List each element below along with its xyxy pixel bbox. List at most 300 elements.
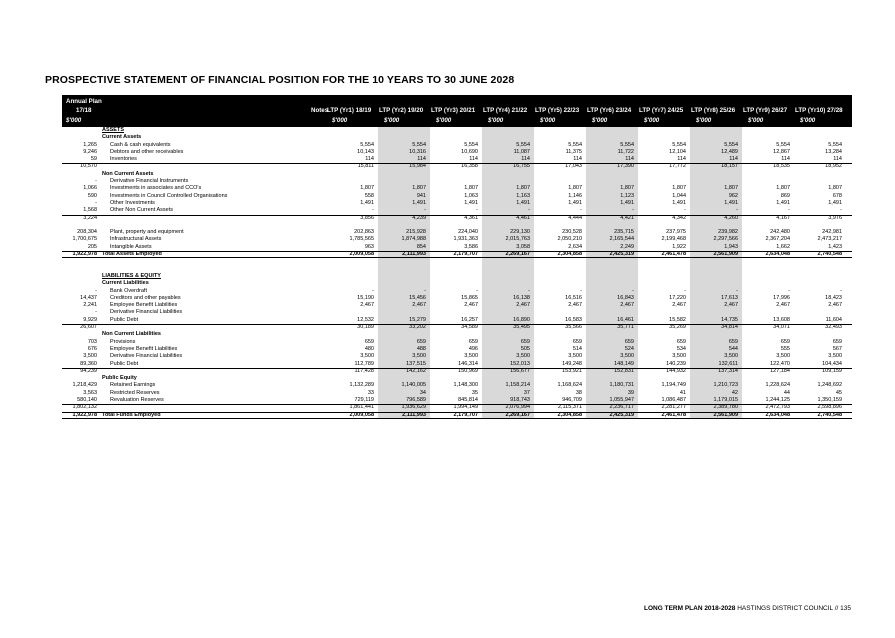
cell-value: -	[840, 207, 842, 214]
annual-plan-value: 9,929	[83, 316, 97, 323]
annual-plan-unit: $'000	[66, 117, 82, 124]
cell-value: 242,981	[822, 229, 842, 236]
cell-value: 1,994,149	[453, 404, 478, 411]
table-row	[62, 375, 852, 382]
cell-value: 2,634,048	[765, 411, 790, 418]
cell-value: 30,189	[357, 324, 374, 331]
row-label: ASSETS	[102, 127, 125, 133]
cell-value: 144,932	[666, 367, 686, 374]
cell-value: 1,163	[516, 192, 530, 199]
cell-value: 2,467	[828, 302, 842, 309]
cell-value: 1,491	[776, 199, 790, 206]
row-label: Other Non Current Assets	[110, 207, 173, 214]
table-row	[62, 142, 852, 149]
table-row	[62, 317, 852, 324]
table-row	[62, 288, 852, 295]
cell-value: 153,921	[562, 367, 582, 374]
cell-value: 1,491	[568, 199, 582, 206]
cell-value: 3,500	[568, 353, 582, 360]
total-top-rule	[62, 251, 852, 252]
cell-value: 1,180,731	[609, 382, 634, 389]
cell-value: 1,807	[464, 185, 478, 192]
cell-value: -	[580, 287, 582, 294]
subtotal-rule	[62, 163, 852, 164]
cell-value: 17,220	[669, 294, 686, 301]
table-row	[62, 324, 852, 331]
cell-value: 4,260	[724, 214, 738, 221]
cell-value: 114	[729, 156, 738, 163]
annual-plan-year: 17/18	[76, 107, 92, 114]
cell-value: 1,807	[672, 185, 686, 192]
page-footer	[644, 605, 851, 612]
cell-value: 1,140,005	[401, 382, 426, 389]
annual-plan-value: -	[95, 199, 97, 206]
table-row	[62, 134, 852, 141]
row-label: Provisions	[110, 338, 136, 345]
cell-value: 2,740,548	[817, 251, 842, 258]
row-label: Public Debt	[110, 360, 139, 367]
row-label: Employee Benefit Liabilities	[110, 302, 178, 309]
cell-value: -	[424, 287, 426, 294]
column-unit: $'000	[748, 117, 764, 124]
row-label: Non Current Assets	[102, 170, 154, 177]
table-row	[62, 222, 852, 229]
cell-value: 16,516	[565, 294, 582, 301]
cell-value: 2,561,909	[713, 411, 738, 418]
row-label: LIABILITIES & EQUITY	[102, 272, 161, 279]
page-title: PROSPECTIVE STATEMENT OF FINANCIAL POSITION FOR THE 10 YEARS TO 30 JUNE 2028	[45, 74, 515, 86]
table-row	[62, 251, 852, 258]
table-row	[62, 368, 852, 375]
cell-value: 1,055,947	[609, 396, 634, 403]
subtotal-rule	[62, 404, 852, 405]
cell-value: 230,528	[562, 229, 582, 236]
cell-value: 1,123	[620, 192, 634, 199]
cell-value: 2,015,763	[505, 236, 530, 243]
cell-value: 2,461,478	[661, 251, 686, 258]
table-header	[62, 95, 852, 127]
table-row	[62, 244, 852, 251]
cell-value: 2,179,707	[453, 251, 478, 258]
cell-value: 480	[364, 345, 374, 352]
cell-value: 729,119	[354, 396, 374, 403]
annual-plan-value: 1,700,675	[72, 236, 97, 243]
table-row	[62, 361, 852, 368]
cell-value: 2,236,717	[609, 404, 634, 411]
cell-value: 1,807	[568, 185, 582, 192]
cell-value: 15,190	[357, 294, 374, 301]
cell-value: 3,500	[724, 353, 738, 360]
cell-value: 534	[676, 345, 686, 352]
cell-value: 2,304,858	[557, 251, 582, 258]
cell-value: 1,807	[412, 185, 426, 192]
column-header: LTP (Yr2) 19/20	[379, 107, 424, 114]
annual-plan-value: 2,241	[83, 302, 97, 309]
row-label: Derivative Financial Liabilities	[110, 353, 183, 360]
cell-value: 2,472,793	[765, 404, 790, 411]
annual-plan-value: 1,568	[83, 207, 97, 214]
annual-plan-label: Annual Plan	[66, 98, 102, 105]
cell-value: 1,063	[464, 192, 478, 199]
table-row	[62, 309, 852, 316]
table-row	[62, 346, 852, 353]
table-body	[62, 127, 852, 419]
cell-value: 152,013	[510, 360, 530, 367]
cell-value: 1,158,214	[505, 382, 530, 389]
cell-value: 11,604	[825, 316, 842, 323]
cell-value: 42	[731, 389, 738, 396]
cell-value: 1,491	[724, 199, 738, 206]
footer-council: HASTINGS DISTRICT COUNCIL // 135	[737, 605, 851, 612]
cell-value: 114	[625, 156, 634, 163]
cell-value: 127,184	[770, 367, 790, 374]
cell-value: 45	[835, 389, 842, 396]
table-row	[62, 200, 852, 207]
subtotal-rule	[62, 324, 852, 325]
column-header: LTP (Yr6) 23/24	[587, 107, 632, 114]
total-double-rule	[62, 418, 852, 419]
cell-value: 2,165,544	[609, 236, 634, 243]
row-label: Employee Benefit Liabilities	[110, 345, 178, 352]
cell-value: 137,515	[406, 360, 426, 367]
annual-plan-value: 59	[90, 156, 97, 163]
cell-value: 3,586	[464, 243, 478, 250]
cell-value: 146,314	[458, 360, 478, 367]
cell-value: 16,358	[461, 163, 478, 170]
cell-value: 2,467	[516, 302, 530, 309]
cell-value: 1,922	[672, 243, 686, 250]
cell-value: 15,811	[357, 163, 374, 170]
column-unit: $'000	[436, 117, 452, 124]
row-label: Public Equity	[102, 375, 137, 382]
table-row	[62, 266, 852, 273]
cell-value: 1,931,363	[453, 236, 478, 243]
cell-value: 505	[520, 345, 530, 352]
cell-value: 114	[833, 156, 842, 163]
cell-value: 2,269,167	[505, 251, 530, 258]
row-label: Derivative Financial Liabilities	[110, 309, 183, 316]
row-label: Revaluation Reserves	[110, 396, 164, 403]
cell-value: 3,500	[672, 353, 686, 360]
cell-value: 845,814	[458, 396, 478, 403]
cell-value: 659	[832, 338, 842, 345]
cell-value: 567	[832, 345, 842, 352]
cell-value: 5,554	[360, 141, 374, 148]
cell-value: 150,969	[458, 367, 478, 374]
cell-value: 659	[780, 338, 790, 345]
row-label: Creditors and other payables	[110, 294, 181, 301]
table-row	[62, 397, 852, 404]
annual-plan-value: -	[95, 287, 97, 294]
cell-value: 235,715	[614, 229, 634, 236]
cell-value: -	[372, 207, 374, 214]
annual-plan-value: 9,246	[83, 148, 97, 155]
notes-header: Notes	[311, 107, 329, 114]
column-unit: $'000	[488, 117, 504, 124]
column-header: LTP (Yr1) 18/19	[327, 107, 372, 114]
cell-value: -	[788, 287, 790, 294]
column-unit: $'000	[332, 117, 348, 124]
cell-value: 1,807	[828, 185, 842, 192]
cell-value: 659	[416, 338, 426, 345]
cell-value: 17,043	[565, 163, 582, 170]
cell-value: 659	[728, 338, 738, 345]
cell-value: 33,202	[409, 324, 426, 331]
cell-value: 12,104	[669, 148, 686, 155]
cell-value: 1,807	[360, 185, 374, 192]
cell-value: 1,148,300	[453, 382, 478, 389]
cell-value: 1,807	[516, 185, 530, 192]
cell-value: 3,500	[360, 353, 374, 360]
annual-plan-value: 10,570	[80, 163, 97, 170]
cell-value: 1,491	[672, 199, 686, 206]
table-row	[62, 302, 852, 309]
cell-value: 2,740,548	[817, 411, 842, 418]
cell-value: 114	[573, 156, 582, 163]
table-row	[62, 163, 852, 170]
cell-value: 5,554	[568, 141, 582, 148]
cell-value: 5,554	[516, 141, 530, 148]
row-label: Derivative Financial Instruments	[110, 178, 189, 185]
cell-value: 2,634,048	[765, 251, 790, 258]
cell-value: 544	[728, 345, 738, 352]
cell-value: 156,677	[510, 367, 530, 374]
cell-value: 555	[780, 345, 790, 352]
cell-value: 1,491	[464, 199, 478, 206]
cell-value: 1,936,629	[401, 404, 426, 411]
cell-value: 15,865	[461, 294, 478, 301]
cell-value: 237,975	[666, 229, 686, 236]
table-row	[62, 229, 852, 236]
cell-value: 2,425,319	[609, 411, 634, 418]
cell-value: 239,982	[718, 229, 738, 236]
cell-value: 1,807	[776, 185, 790, 192]
cell-value: 5,554	[776, 141, 790, 148]
cell-value: 1,807	[724, 185, 738, 192]
cell-value: 140,239	[666, 360, 686, 367]
cell-value: 941	[416, 192, 426, 199]
annual-plan-value: 1,922,978	[72, 251, 97, 258]
cell-value: 11,722	[617, 148, 634, 155]
total-top-rule	[62, 412, 852, 413]
column-unit: $'000	[800, 117, 816, 124]
cell-value: 1,248,692	[817, 382, 842, 389]
row-label: Investments in associates and CCO's	[110, 185, 202, 192]
cell-value: -	[372, 287, 374, 294]
cell-value: -	[528, 287, 530, 294]
cell-value: 215,928	[406, 229, 426, 236]
cell-value: 2,467	[412, 302, 426, 309]
cell-value: 2,111,993	[402, 411, 426, 418]
cell-value: 10,143	[357, 148, 374, 155]
cell-value: 15,456	[409, 294, 426, 301]
annual-plan-value: 1,218,429	[72, 382, 97, 389]
cell-value: -	[476, 287, 478, 294]
cell-value: 104,434	[822, 360, 842, 367]
cell-value: 678	[832, 192, 842, 199]
cell-value: 13,608	[773, 316, 790, 323]
cell-value: -	[528, 207, 530, 214]
cell-value: 18,423	[825, 294, 842, 301]
cell-value: 1,244,125	[765, 396, 790, 403]
cell-value: 35	[471, 389, 478, 396]
cell-value: 659	[364, 338, 374, 345]
table-row	[62, 390, 852, 397]
cell-value: 2,009,058	[349, 251, 374, 258]
cell-value: 17,390	[617, 163, 634, 170]
column-header: LTP (Yr8) 25/26	[691, 107, 736, 114]
row-label: Retained Earnings	[110, 382, 156, 389]
cell-value: 2,467	[724, 302, 738, 309]
cell-value: 869	[780, 192, 790, 199]
cell-value: 496	[468, 345, 478, 352]
cell-value: 18,157	[721, 163, 738, 170]
cell-value: 1,228,624	[765, 382, 790, 389]
cell-value: 148,149	[614, 360, 634, 367]
cell-value: 112,789	[354, 360, 374, 367]
cell-value: 12,532	[357, 316, 374, 323]
cell-value: 2,467	[672, 302, 686, 309]
row-label: Investments in Council Controlled Organisations	[110, 192, 228, 199]
cell-value: 2,598,896	[817, 404, 842, 411]
annual-plan-value: 580,140	[77, 396, 97, 403]
annual-plan-value: 3,224	[83, 214, 97, 221]
cell-value: 1,210,723	[713, 382, 738, 389]
cell-value: 1,662	[776, 243, 790, 250]
cell-value: 2,389,780	[713, 404, 738, 411]
cell-value: 142,162	[406, 367, 426, 374]
row-label: Bank Overdraft	[110, 287, 147, 294]
cell-value: 2,367,204	[765, 236, 790, 243]
cell-value: 114	[365, 156, 374, 163]
cell-value: 5,554	[464, 141, 478, 148]
cell-value: 114	[469, 156, 478, 163]
cell-value: 17,613	[721, 294, 738, 301]
cell-value: 3,058	[516, 243, 530, 250]
cell-value: 149,248	[562, 360, 582, 367]
cell-value: 2,179,707	[453, 411, 478, 418]
column-header: LTP (Yr5) 22/23	[535, 107, 580, 114]
column-header: LTP (Yr3) 20/21	[431, 107, 476, 114]
cell-value: 1,491	[620, 199, 634, 206]
column-unit: $'000	[384, 117, 400, 124]
row-label: Debtors and other receivables	[110, 148, 184, 155]
row-label: Public Debt	[110, 316, 139, 323]
cell-value: 5,554	[724, 141, 738, 148]
column-unit: $'000	[592, 117, 608, 124]
cell-value: 34	[419, 389, 426, 396]
annual-plan-value: 676	[87, 345, 97, 352]
cell-value: 41	[679, 389, 686, 396]
column-header: LTP (Yr4) 21/22	[483, 107, 528, 114]
cell-value: -	[684, 287, 686, 294]
cell-value: 1,491	[828, 199, 842, 206]
cell-value: 1,350,159	[817, 396, 842, 403]
annual-plan-value: 1,802,132	[72, 404, 97, 411]
cell-value: 16,461	[617, 316, 634, 323]
cell-value: -	[632, 287, 634, 294]
cell-value: 132,611	[718, 360, 738, 367]
table-row	[62, 215, 852, 222]
table-row	[62, 295, 852, 302]
cell-value: 3,500	[776, 353, 790, 360]
cell-value: 4,461	[516, 214, 530, 221]
row-label: Plant, property and equipment	[110, 229, 184, 236]
cell-value: 659	[468, 338, 478, 345]
cell-value: 114	[781, 156, 790, 163]
cell-value: -	[788, 207, 790, 214]
cell-value: 16,583	[565, 316, 582, 323]
cell-value: 15,984	[409, 163, 426, 170]
annual-plan-value: 26,607	[80, 324, 97, 331]
cell-value: 33	[367, 389, 374, 396]
cell-value: 2,473,217	[817, 236, 842, 243]
annual-plan-value: 703	[87, 338, 97, 345]
cell-value: 39	[627, 389, 634, 396]
cell-value: 2,009,058	[349, 411, 374, 418]
table-row	[62, 273, 852, 280]
table-row	[62, 404, 852, 411]
cell-value: 4,239	[412, 214, 426, 221]
cell-value: 5,554	[672, 141, 686, 148]
cell-value: 1,194,749	[661, 382, 686, 389]
column-header: LTP (Yr7) 24/25	[639, 107, 684, 114]
cell-value: 5,554	[828, 141, 842, 148]
cell-value: 16,890	[513, 316, 530, 323]
cell-value: 1,132,289	[349, 382, 374, 389]
cell-value: 918,743	[510, 396, 530, 403]
cell-value: 3,500	[516, 353, 530, 360]
row-label: Restricted Reserves	[110, 389, 160, 396]
annual-plan-value: 1,265	[83, 141, 97, 148]
row-label: Intangible Assets	[110, 243, 152, 250]
cell-value: 35,495	[513, 324, 530, 331]
cell-value: 854	[416, 243, 426, 250]
cell-value: 2,076,994	[505, 404, 530, 411]
row-label: Other Investments	[110, 199, 155, 206]
row-label: Infrastructural Assets	[110, 236, 162, 243]
cell-value: 16,755	[513, 163, 530, 170]
column-unit: $'000	[696, 117, 712, 124]
cell-value: 2,634	[568, 243, 582, 250]
cell-value: 15,279	[409, 316, 426, 323]
cell-value: 37	[523, 389, 530, 396]
cell-value: 2,425,319	[609, 251, 634, 258]
annual-plan-value: 14,437	[80, 294, 97, 301]
annual-plan-value: -	[95, 178, 97, 185]
cell-value: -	[736, 287, 738, 294]
cell-value: 242,480	[770, 229, 790, 236]
cell-value: 16,257	[461, 316, 478, 323]
cell-value: -	[424, 207, 426, 214]
cell-value: 659	[520, 338, 530, 345]
column-unit: $'000	[540, 117, 556, 124]
table-row	[62, 331, 852, 338]
table-row	[62, 178, 852, 185]
table-row	[62, 258, 852, 265]
footer-plan: LONG TERM PLAN 2018-2028	[644, 605, 736, 612]
cell-value: 2,115,371	[557, 404, 582, 411]
cell-value: 16,138	[513, 294, 530, 301]
cell-value: 2,297,566	[713, 236, 738, 243]
cell-value: 224,040	[458, 229, 478, 236]
cell-value: 34,071	[773, 324, 790, 331]
row-label: Total Funds Employed	[102, 411, 161, 418]
column-header: LTP (Yr10) 27/28	[795, 107, 843, 114]
cell-value: 2,467	[360, 302, 374, 309]
subtotal-rule	[62, 368, 852, 369]
table-row	[62, 207, 852, 214]
